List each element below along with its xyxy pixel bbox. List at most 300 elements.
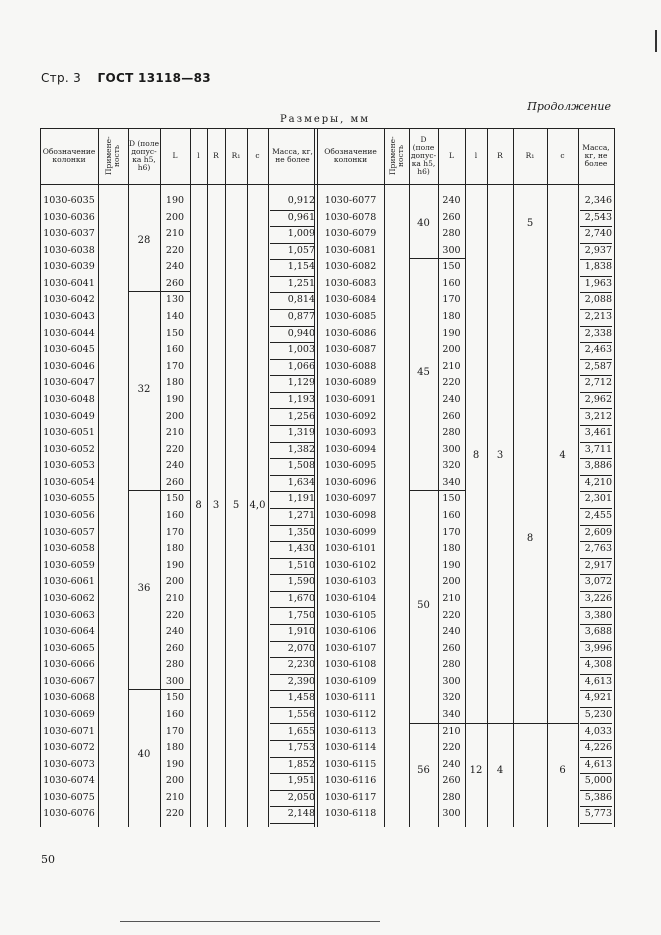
table-row-designation: 1030-6106	[324, 626, 377, 638]
table-row-mass: 2,962	[580, 392, 612, 410]
table-row-length: 200	[165, 775, 185, 787]
table-row-designation: 1030-6108	[324, 659, 377, 671]
table-row-length: 170	[442, 294, 461, 306]
page-number: 50	[41, 853, 55, 866]
table-row-length: 340	[442, 708, 461, 720]
right-header-R1-text: R₁	[525, 151, 535, 160]
table-row-mass: 1,129	[270, 375, 315, 393]
column-rule	[98, 128, 99, 827]
table-row-designation: 1030-6084	[324, 294, 377, 306]
row-rule	[128, 490, 190, 491]
table-row-length: 220	[165, 244, 185, 256]
table-row-designation: 1030-6099	[324, 526, 377, 538]
right-header-application-text: Примене-ность	[387, 136, 405, 176]
table-row-designation: 1030-6044	[43, 327, 95, 339]
table-row-mass: 4,613	[580, 757, 612, 775]
table-row-mass: 4,033	[580, 724, 612, 742]
right-header-mass-text: Масса, кг, не более	[582, 143, 610, 168]
column-rule	[225, 128, 226, 827]
table-row-length: 200	[442, 576, 461, 588]
table-row-length: 200	[442, 344, 461, 356]
left-header-R-text: R	[213, 151, 219, 160]
table-row-mass: 2,587	[580, 359, 612, 377]
table-row-designation: 1030-6062	[43, 592, 95, 604]
table-row-length: 190	[165, 195, 185, 206]
table-row-designation: 1030-6035	[43, 195, 95, 206]
table-row-mass: 5,000	[580, 773, 612, 791]
right-D-group: 40	[417, 218, 430, 230]
table-row-designation: 1030-6045	[43, 344, 95, 356]
table-row-mass: 1,753	[270, 740, 315, 758]
table-row-mass: 2,088	[580, 292, 612, 310]
table-row-mass: 2,346	[580, 193, 612, 211]
table-row-length: 150	[442, 493, 461, 505]
table-row-designation: 1030-6074	[43, 775, 95, 787]
table-row-designation: 1030-6065	[43, 642, 95, 654]
row-rule	[409, 258, 465, 259]
table-row-designation: 1030-6083	[324, 277, 377, 289]
table-row-designation: 1030-6115	[324, 758, 377, 770]
table-row-length: 220	[442, 742, 461, 754]
table-row-mass: 0,814	[270, 292, 315, 310]
table-row-designation: 1030-6093	[324, 427, 377, 439]
table-row-mass: 2,740	[580, 226, 612, 244]
table-row-length: 160	[165, 510, 185, 522]
table-row-length: 300	[442, 675, 461, 687]
table-row-length: 210	[442, 360, 461, 372]
table-row-length: 180	[442, 543, 461, 555]
table-row-designation: 1030-6072	[43, 742, 95, 754]
table-row-designation: 1030-6098	[324, 510, 377, 522]
right-header-L	[438, 130, 465, 182]
margin-mark	[655, 30, 657, 52]
table-row-length: 280	[442, 228, 461, 240]
row-rule	[128, 689, 190, 690]
page-label: Стр. 3	[41, 71, 82, 85]
table-row-mass: 2,455	[580, 508, 612, 526]
table-row-designation: 1030-6091	[324, 393, 377, 405]
table-row-designation: 1030-6067	[43, 675, 95, 687]
table-row-length: 320	[442, 692, 461, 704]
table-row-designation: 1030-6104	[324, 592, 377, 604]
table-row-designation: 1030-6097	[324, 493, 377, 505]
table-row-length: 240	[442, 758, 461, 770]
table-row-length: 340	[442, 476, 461, 488]
table-row-designation: 1030-6111	[324, 692, 377, 704]
table-row-length: 260	[165, 476, 185, 488]
table-row-designation: 1030-6039	[43, 261, 95, 273]
column-rule	[128, 128, 129, 827]
left-header-R1	[225, 130, 247, 182]
table-row-designation: 1030-6049	[43, 410, 95, 422]
table-row-mass: 4,921	[580, 690, 612, 708]
table-row-mass: 1,251	[270, 276, 315, 294]
table-row-mass: 1,508	[270, 458, 315, 476]
table-row-mass: 1,066	[270, 359, 315, 377]
table-row-designation: 1030-6069	[43, 708, 95, 720]
left-header-mass	[268, 130, 317, 182]
table-row-length: 170	[165, 360, 185, 372]
table-row-mass: 2,338	[580, 326, 612, 344]
table-row-designation: 1030-6043	[43, 311, 95, 323]
table-row-designation: 1030-6114	[324, 742, 377, 754]
right-header-L-text: L	[449, 151, 454, 160]
table-row-designation: 1030-6085	[324, 311, 377, 323]
table-row-length: 160	[165, 344, 185, 356]
left-l-value: 8	[195, 500, 202, 512]
right-l-value: 8	[472, 450, 480, 462]
right-l-value: 12	[469, 765, 483, 777]
table-row-designation: 1030-6041	[43, 277, 95, 289]
table-row-mass: 1,350	[270, 525, 315, 543]
table-row-designation: 1030-6061	[43, 576, 95, 588]
table-row-mass: 3,072	[580, 574, 612, 592]
right-D-group: 50	[417, 599, 430, 611]
table-row-mass: 1,670	[270, 591, 315, 609]
table-row-length: 220	[165, 443, 185, 455]
table-row-mass: 1,458	[270, 690, 315, 708]
table-row-designation: 1030-6092	[324, 410, 377, 422]
table-row-length: 260	[165, 277, 185, 289]
table-row-designation: 1030-6042	[43, 294, 95, 306]
table-row-mass: 1,838	[580, 259, 612, 277]
group-title: Размеры, мм	[279, 114, 371, 125]
left-R-value: 3	[212, 500, 220, 512]
left-header-l	[190, 130, 207, 182]
row-rule	[40, 184, 614, 185]
table-row-length: 280	[165, 659, 185, 671]
table-row-designation: 1030-6094	[324, 443, 377, 455]
table-row-length: 220	[165, 808, 185, 820]
table-row-designation: 1030-6118	[324, 808, 377, 820]
table-row-designation: 1030-6068	[43, 692, 95, 704]
table-row-designation: 1030-6047	[43, 377, 95, 389]
left-header-application	[98, 130, 128, 182]
right-header-D	[409, 130, 438, 182]
table-row-designation: 1030-6088	[324, 360, 377, 372]
table-row-designation: 1030-6101	[324, 543, 377, 555]
right-R-value: 3	[496, 450, 504, 462]
table-row-designation: 1030-6086	[324, 327, 377, 339]
table-row-mass: 1,750	[270, 608, 315, 626]
table-row-designation: 1030-6066	[43, 659, 95, 671]
table-row-mass: 1,271	[270, 508, 315, 526]
right-header-R1	[513, 130, 547, 182]
table-row-designation: 1030-6082	[324, 261, 377, 273]
table-row-mass: 2,937	[580, 243, 612, 261]
standard-number: ГОСТ 13118—83	[97, 71, 211, 85]
table-row-length: 190	[165, 393, 185, 405]
table-row-mass: 2,230	[270, 657, 315, 675]
table-row-mass: 1,003	[270, 342, 315, 360]
table-row-designation: 1030-6095	[324, 460, 377, 472]
right-header-designation-text: Обозначение колонки	[324, 147, 377, 164]
table-row-length: 170	[442, 526, 461, 538]
table-row-length: 180	[165, 377, 185, 389]
page-header	[41, 71, 211, 85]
table-row-designation: 1030-6087	[324, 344, 377, 356]
table-row-designation: 1030-6036	[43, 211, 95, 223]
column-rule	[614, 128, 615, 827]
table-row-mass: 4,210	[580, 475, 612, 493]
table-row-length: 210	[165, 427, 185, 439]
table-row-mass: 3,886	[580, 458, 612, 476]
table-row-designation: 1030-6103	[324, 576, 377, 588]
table-row-mass: 1,951	[270, 773, 315, 791]
table-row-mass: 0,961	[270, 210, 315, 228]
row-rule	[128, 291, 190, 292]
table-row-length: 180	[165, 742, 185, 754]
table-row-designation: 1030-6057	[43, 526, 95, 538]
table-row-mass: 2,390	[270, 674, 315, 692]
table-row-designation: 1030-6081	[324, 244, 377, 256]
table-row-length: 300	[442, 808, 461, 820]
right-header-c-text: c	[560, 151, 565, 160]
table-row-designation: 1030-6059	[43, 559, 95, 571]
table-row-length: 130	[165, 294, 185, 306]
column-rule	[578, 128, 579, 827]
table-row-mass: 3,688	[580, 624, 612, 642]
table-row-designation: 1030-6076	[43, 808, 95, 820]
table-row-designation: 1030-6052	[43, 443, 95, 455]
table-row-designation: 1030-6058	[43, 543, 95, 555]
left-header-D	[128, 130, 160, 182]
table-row-length: 170	[165, 526, 185, 538]
row-rule	[40, 128, 614, 129]
right-header-D-text: D (поле допус-ка h5, h6)	[410, 135, 437, 176]
table-row-mass: 5,773	[580, 806, 612, 824]
table-row-designation: 1030-6079	[324, 228, 377, 240]
table-row-designation: 1030-6112	[324, 708, 377, 720]
table-row-mass: 1,590	[270, 574, 315, 592]
table-row-length: 220	[442, 609, 461, 621]
table-row-mass: 1,430	[270, 541, 315, 559]
right-header-l	[465, 130, 487, 182]
table-row-mass: 4,308	[580, 657, 612, 675]
table-row-designation: 1030-6109	[324, 675, 377, 687]
right-header-mass	[578, 130, 614, 182]
table-row-mass: 1,382	[270, 442, 315, 460]
table-row-mass: 1,057	[270, 243, 315, 261]
left-header-R1-text: R₁	[231, 151, 241, 160]
table-row-length: 210	[442, 725, 461, 737]
table-row-mass: 3,212	[580, 409, 612, 427]
table-row-designation: 1030-6078	[324, 211, 377, 223]
table-row-mass: 2,917	[580, 558, 612, 576]
table-row-length: 150	[442, 261, 461, 273]
table-row-length: 240	[165, 261, 185, 273]
table-row-length: 260	[165, 642, 185, 654]
right-R1-value: 8	[526, 533, 534, 545]
table-row-designation: 1030-6117	[324, 791, 377, 803]
table-row-designation: 1030-6096	[324, 476, 377, 488]
table-row-mass: 2,213	[580, 309, 612, 327]
table-row-mass: 1,852	[270, 757, 315, 775]
left-header-c	[247, 130, 268, 182]
table-row-length: 240	[442, 393, 461, 405]
table-row-mass: 5,386	[580, 790, 612, 808]
table-row-mass: 1,556	[270, 707, 315, 725]
left-D-group: 32	[137, 383, 151, 395]
table-row-length: 300	[442, 244, 461, 256]
left-header-designation	[40, 130, 98, 182]
table-row-length: 190	[165, 559, 185, 571]
table-row-designation: 1030-6105	[324, 609, 377, 621]
table-row-mass: 2,463	[580, 342, 612, 360]
right-header-R-text: R	[497, 151, 503, 160]
table-row-designation: 1030-6054	[43, 476, 95, 488]
table-row-designation: 1030-6037	[43, 228, 95, 240]
table-row-designation: 1030-6071	[43, 725, 95, 737]
table-row-mass: 1,256	[270, 409, 315, 427]
table-row-mass: 2,148	[270, 806, 315, 824]
table-row-length: 300	[165, 675, 185, 687]
table-row-mass: 1,910	[270, 624, 315, 642]
table-row-length: 150	[165, 493, 185, 505]
right-header-R	[487, 130, 513, 182]
table-row-length: 240	[165, 626, 185, 638]
table-row-length: 240	[165, 460, 185, 472]
left-header-L	[160, 130, 190, 182]
table-row-length: 300	[442, 443, 461, 455]
column-rule	[190, 128, 191, 827]
table-row-length: 280	[442, 791, 461, 803]
table-row-designation: 1030-6116	[324, 775, 377, 787]
table-row-mass: 0,877	[270, 309, 315, 327]
table-row-mass: 1,319	[270, 425, 315, 443]
table-row-length: 200	[165, 576, 185, 588]
left-header-c-text: c	[255, 151, 260, 160]
table-row-length: 280	[442, 659, 461, 671]
right-header-c	[547, 130, 578, 182]
table-row-mass: 2,712	[580, 375, 612, 393]
table-row-mass: 1,963	[580, 276, 612, 294]
right-c-value: 4	[559, 450, 566, 462]
table-row-mass: 1,634	[270, 475, 315, 493]
table-row-designation: 1030-6089	[324, 377, 377, 389]
table-row-mass: 2,301	[580, 491, 612, 509]
table-row-mass: 1,009	[270, 226, 315, 244]
right-D-group: 56	[417, 765, 430, 777]
table-row-designation: 1030-6073	[43, 758, 95, 770]
row-rule	[409, 723, 465, 724]
row-rule	[409, 490, 465, 491]
left-header-D-text: D (поле допус-ка h5, h6)	[128, 139, 160, 172]
right-R-value: 4	[496, 765, 504, 777]
table-row-mass: 0,940	[270, 326, 315, 344]
table-row-designation: 1030-6077	[324, 195, 377, 206]
table-row-mass: 5,230	[580, 707, 612, 725]
table-row-designation: 1030-6053	[43, 460, 95, 472]
table-row-mass: 1,655	[270, 724, 315, 742]
table-row-mass: 2,543	[580, 210, 612, 228]
table-row-designation: 1030-6051	[43, 427, 95, 439]
table-row-mass: 2,609	[580, 525, 612, 543]
table-row-mass: 3,226	[580, 591, 612, 609]
left-header-mass-text: Масса, кг, не более	[272, 147, 313, 164]
right-R1-value: 5	[526, 218, 534, 230]
table-row-mass: 3,461	[580, 425, 612, 443]
left-header-designation-text: Обозначение колонки	[42, 147, 96, 164]
table-row-length: 280	[442, 427, 461, 439]
table-row-mass: 1,154	[270, 259, 315, 277]
table-row-mass: 4,226	[580, 740, 612, 758]
table-row-length: 160	[165, 708, 185, 720]
table-row-designation: 1030-6113	[324, 725, 377, 737]
table-row-designation: 1030-6064	[43, 626, 95, 638]
column-rule	[207, 128, 208, 827]
right-header-designation	[317, 130, 384, 182]
table-row-designation: 1030-6038	[43, 244, 95, 256]
table-row-designation: 1030-6075	[43, 791, 95, 803]
table-row-length: 190	[165, 758, 185, 770]
row-rule	[465, 723, 578, 724]
left-D-group: 40	[137, 748, 151, 760]
right-D-group: 45	[417, 367, 430, 379]
table-row-length: 220	[165, 609, 185, 621]
table-row-designation: 1030-6046	[43, 360, 95, 372]
table-row-length: 220	[442, 377, 461, 389]
column-rule	[268, 128, 269, 827]
left-header-L-text: L	[172, 151, 178, 160]
table-row-mass: 3,711	[580, 442, 612, 460]
table-row-mass: 1,510	[270, 558, 315, 576]
right-header-l-text: l	[474, 151, 478, 160]
table-row-mass: 2,050	[270, 790, 315, 808]
table-row-length: 200	[165, 211, 185, 223]
table-row-length: 150	[165, 692, 185, 704]
continuation-label: Продолжение	[527, 100, 611, 113]
left-header-l-text: l	[197, 151, 200, 160]
table-row-designation: 1030-6102	[324, 559, 377, 571]
left-D-group: 36	[137, 582, 151, 594]
table-row-length: 240	[442, 626, 461, 638]
table-row-length: 190	[442, 559, 461, 571]
column-rule	[247, 128, 248, 827]
table-row-length: 260	[442, 775, 461, 787]
left-header-application-text: Примене-ность	[104, 136, 121, 176]
table-row-length: 260	[442, 410, 461, 422]
table-row-mass: 0,912	[270, 193, 315, 211]
table-row-length: 200	[165, 410, 185, 422]
table-row-length: 170	[165, 725, 185, 737]
table-row-mass: 2,763	[580, 541, 612, 559]
table-row-designation: 1030-6056	[43, 510, 95, 522]
table-row-mass: 4,613	[580, 674, 612, 692]
table-row-length: 240	[442, 195, 461, 206]
table-row-mass: 3,380	[580, 608, 612, 626]
right-header-application	[384, 130, 409, 182]
table-row-length: 260	[442, 211, 461, 223]
left-D-group: 28	[137, 234, 151, 246]
left-c-value: 4,0	[249, 500, 266, 512]
column-rule	[384, 128, 385, 827]
table-row-mass: 1,193	[270, 392, 315, 410]
right-c-value: 6	[559, 765, 566, 777]
table-row-designation: 1030-6055	[43, 493, 95, 505]
table-row-length: 180	[165, 543, 185, 555]
table-row-mass: 2,070	[270, 641, 315, 659]
table-row-length: 260	[442, 642, 461, 654]
table-row-length: 320	[442, 460, 461, 472]
table-row-length: 150	[165, 327, 185, 339]
left-header-R	[207, 130, 225, 182]
table-row-designation: 1030-6063	[43, 609, 95, 621]
table-row-length: 210	[165, 592, 185, 604]
table-row-designation: 1030-6048	[43, 393, 95, 405]
table-row-length: 160	[442, 277, 461, 289]
table-row-length: 180	[442, 311, 461, 323]
